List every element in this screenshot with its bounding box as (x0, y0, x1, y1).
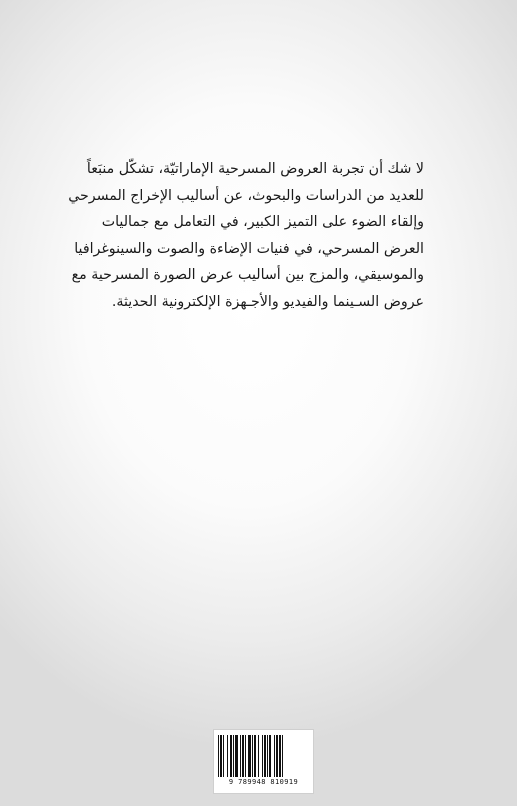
blurb-line: للعديد من الدراسات والبحوث، عن أساليب الإخراج المسرحي (68, 187, 424, 204)
blurb-line: لا شك أن تجربة العروض المسرحية الإماراتيّة، تشكّل منبَعاً (86, 161, 424, 177)
isbn-barcode (213, 729, 314, 794)
blurb-line: العرض المسرحي، في فنيات الإضاءة والصوت والسينوغرافيا (74, 240, 424, 257)
blurb-line: عروض السـينما والفيديو والأجـهزة الإلكترونية الحديثة. (111, 293, 424, 310)
blurb-line: والموسيقي، والمزج بين أساليب عرض الصورة المسرحية مع (71, 267, 424, 283)
isbn-number: 9 789948 810919 (228, 778, 299, 786)
blurb-line: وإلقاء الضوء على التميز الكبير، في التعامل مع جماليات (101, 214, 424, 230)
blurb-text (68, 156, 424, 315)
barcode-bars (218, 735, 309, 777)
